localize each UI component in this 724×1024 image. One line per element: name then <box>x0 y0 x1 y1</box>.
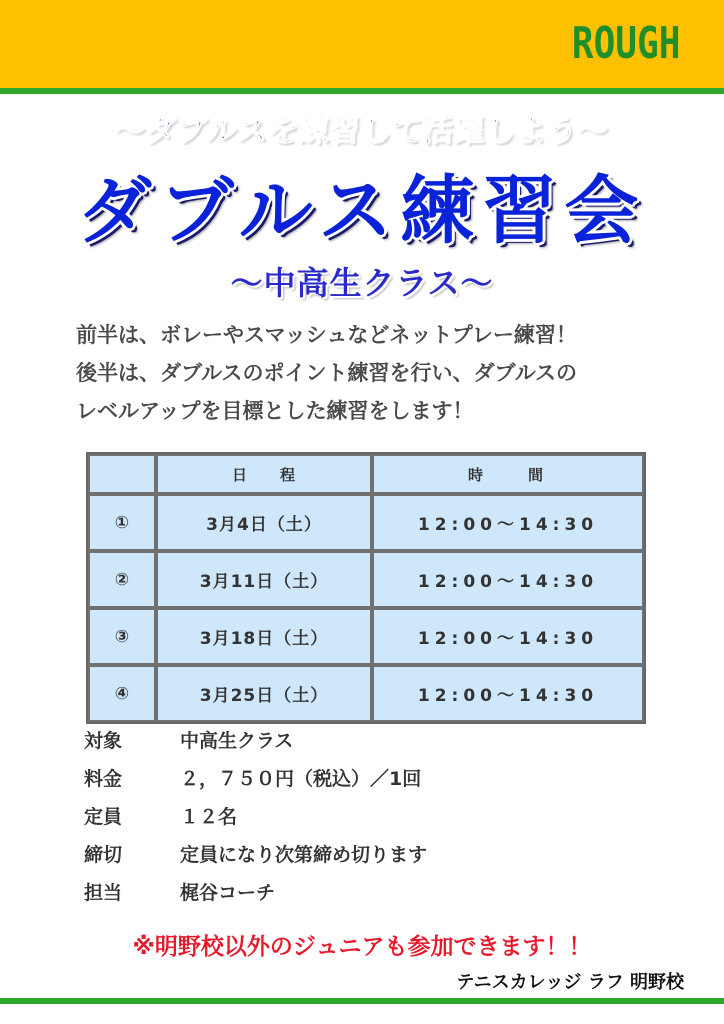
class-line: 〜中高生クラス〜 <box>230 264 494 302</box>
header-cell-time: 時 間 <box>372 454 644 494</box>
schedule-row <box>88 551 644 608</box>
notice-text: ※明野校以外のジュニアも参加できます！！ <box>132 934 592 960</box>
info-row-capacity <box>84 798 427 836</box>
description-line: レベルアップを目標とした練習をします！ <box>76 399 474 423</box>
info-value: ２，７５０円（税込）／1回 <box>180 768 422 790</box>
session-number: ② <box>88 551 156 608</box>
info-row-fee <box>84 760 427 798</box>
session-date: 3月18日（土） <box>156 608 372 665</box>
schedule-row <box>88 494 644 551</box>
session-time: 12:00〜14:30 <box>372 551 644 608</box>
description-line: 後半は、ダブルスのポイント練習を行い、ダブルスの <box>76 361 578 385</box>
info-label: 担当 <box>84 882 123 904</box>
session-number: ③ <box>88 608 156 665</box>
info-value: 定員になり次第締め切ります <box>180 844 428 866</box>
info-label: 締切 <box>84 844 123 866</box>
info-label: 対象 <box>84 730 123 752</box>
info-row-coach <box>84 874 427 912</box>
info-row-target <box>84 722 427 760</box>
description-line: 前半は、ボレーやスマッシュなどネットプレー練習！ <box>76 323 577 347</box>
session-date: 3月4日（土） <box>156 494 372 551</box>
schedule-table <box>86 452 646 724</box>
session-time: 12:00〜14:30 <box>372 608 644 665</box>
session-date: 3月11日（土） <box>156 551 372 608</box>
info-value: 中高生クラス <box>180 730 294 752</box>
info-value: 梶谷コーチ <box>180 882 276 904</box>
schedule-header-row <box>88 454 644 494</box>
info-value: １２名 <box>180 806 238 828</box>
session-number: ① <box>88 494 156 551</box>
header-stripe <box>0 88 724 94</box>
session-number: ④ <box>88 665 156 722</box>
school-name: テニスカレッジ ラフ 明野校 <box>456 972 684 993</box>
session-time: 12:00〜14:30 <box>372 494 644 551</box>
header-cell-no <box>88 454 156 494</box>
subtitle: 〜ダブルスを練習して活躍しよう〜 <box>115 114 609 149</box>
session-date: 3月25日（土） <box>156 665 372 722</box>
rough-logo: ROUGH <box>571 18 680 69</box>
header-cell-date: 日 程 <box>156 454 372 494</box>
page-title: ダブルス練習会 <box>77 168 647 254</box>
info-label: 定員 <box>84 806 123 828</box>
description <box>76 316 696 430</box>
info-label: 料金 <box>84 768 123 790</box>
info-list <box>84 722 427 912</box>
info-row-deadline <box>84 836 427 874</box>
schedule-row <box>88 608 644 665</box>
session-time: 12:00〜14:30 <box>372 665 644 722</box>
schedule-row <box>88 665 644 722</box>
footer-stripe <box>0 998 724 1004</box>
